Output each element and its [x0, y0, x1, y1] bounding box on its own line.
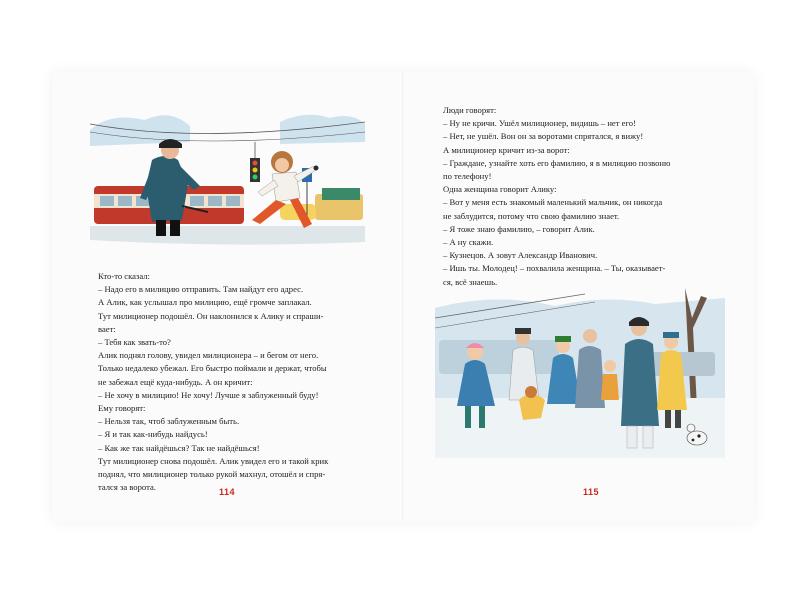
text-line: – Нет, не ушёл. Вон он за воротами спрятался, я вижу! [443, 131, 644, 142]
right-page [403, 72, 754, 522]
illustration-policeman-and-boy [90, 102, 365, 252]
text-line: поднял, что милиционер только рукой махнул, отошёл и спря- [98, 469, 326, 480]
text-line: – Я и так как-нибудь найдусь! [98, 429, 208, 440]
text-line: Люди говорят: [443, 105, 497, 115]
page-number-right: 115 [583, 487, 600, 497]
text-line: не заблудится, потому что свою фамилию знает. [443, 210, 620, 221]
text-line: Алик поднял голову, увидел милиционера – и бегом от него. [98, 350, 319, 361]
text-line: – Граждане, узнайте хоть его фамилию, я в милицию позвоню [443, 157, 671, 168]
text-line: – Нельзя так, чтоб заблуженным быть. [98, 416, 240, 427]
left-page-text [98, 270, 328, 494]
text-line: – Вот у меня есть знакомый маленький мальчик, он никогда [443, 197, 663, 208]
right-page-text [443, 104, 670, 289]
text-line: – Ну не кричи. Ушёл милиционер, видишь – нет его! [443, 118, 636, 129]
text-line: А Алик, как услышал про милицию, ещё громче заплакал. [98, 297, 312, 308]
page-number-left: 114 [219, 487, 236, 497]
illustration-crowd-with-boy [435, 288, 725, 466]
text-line: – Ишь ты. Молодец! – похвалила женщина. – Ты, оказывает- [443, 263, 666, 274]
left-page [52, 72, 403, 522]
text-line: – Тебя как звать-то? [98, 337, 171, 348]
text-line: ся, всё знаешь. [443, 276, 498, 287]
text-line: – Надо его в милицию отправить. Там найдут его адрес. [98, 284, 304, 295]
text-line: по телефону! [443, 171, 492, 182]
book-spread [52, 72, 754, 522]
text-line: Только недалеко убежал. Его быстро поймали и держат, чтобы [98, 363, 327, 374]
text-line: Ему говорят: [98, 403, 146, 414]
text-line: – Как же так найдёшься? Так не найдёшься! [98, 442, 260, 453]
text-line: – Я тоже знаю фамилию, – говорит Алик. [443, 223, 595, 234]
text-line: вает: [98, 323, 116, 334]
text-line: А милиционер кричит из-за ворот: [443, 144, 570, 155]
text-line: Кто-то сказал: [98, 271, 150, 281]
text-line: – А ну скажи. [443, 237, 494, 248]
text-line: – Кузнецов. А зовут Александр Иванович. [443, 250, 598, 261]
text-line: не забежал ещё куда-нибудь. А он кричит: [98, 376, 253, 387]
text-line: Одна женщина говорит Алику: [443, 184, 557, 195]
text-line: тался за ворота. [98, 482, 156, 493]
text-line: Тут милиционер подошёл. Он наклонился к Алику и спраши- [98, 310, 324, 321]
text-line: Тут милиционер снова подошёл. Алик увидел его и такой крик [98, 455, 329, 466]
text-line: – Не хочу в милицию! Не хочу! Лучше я заблуженный буду! [98, 389, 319, 400]
